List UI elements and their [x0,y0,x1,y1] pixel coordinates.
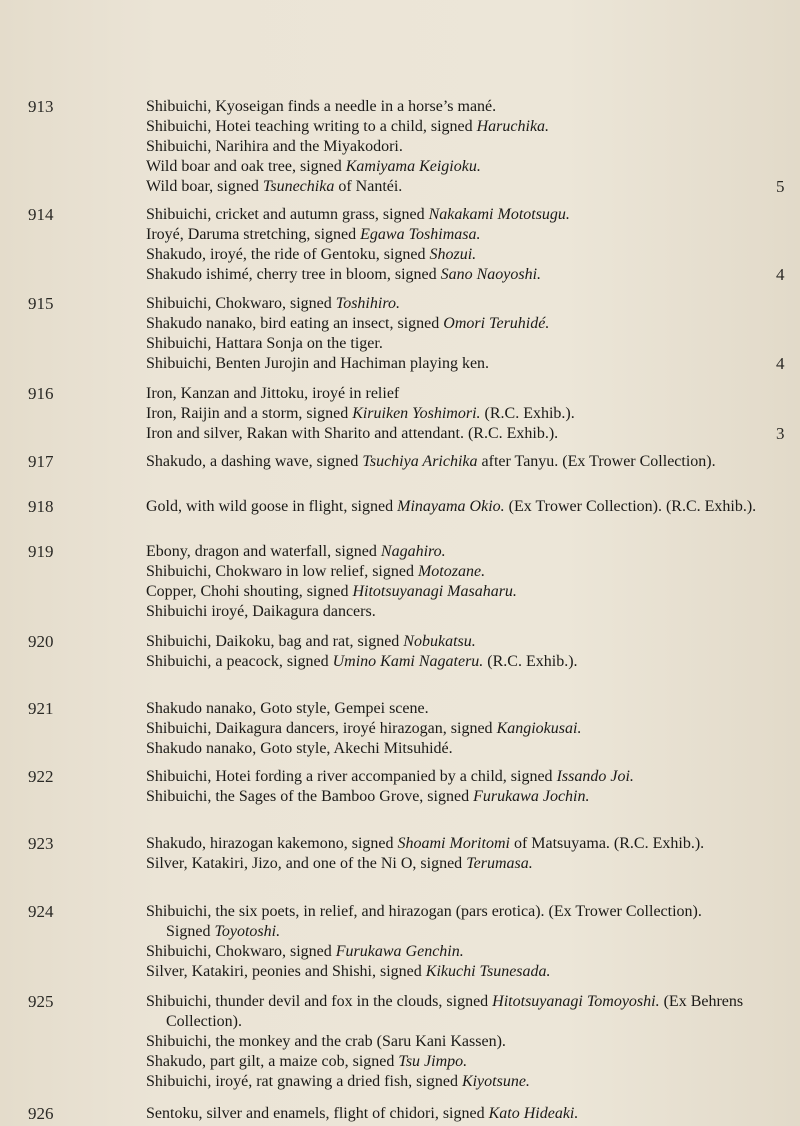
description-line [146,942,786,962]
lot-description [146,542,786,622]
description-line [146,1072,786,1092]
description-text: Shibuichi, the Sages of the Bamboo Grove, signed [146,788,474,805]
description-text: Gold, with wild goose in flight, signed [146,498,398,515]
description-text: Shibuichi, Daikoku, bag and rat, signed [146,633,404,650]
description-line [146,834,786,854]
description-line [146,652,786,672]
description-line [146,97,786,117]
description-text: Shakudo, iroyé, the ride of Gentoku, signed [146,246,430,263]
lot-number: 916 [28,384,54,403]
description-text: Shakudo, part gilt, a maize cob, signed [146,1053,399,1070]
description-text: (Ex Behrens [659,993,744,1010]
description-line [146,137,786,157]
description-line [146,334,786,354]
lot-description [146,97,786,197]
lot-number: 922 [28,767,54,786]
description-line [146,1012,786,1032]
description-line [146,992,786,1012]
description-line [146,582,786,602]
description-text: Shakudo, a dashing wave, signed [146,453,363,470]
lot-number: 925 [28,992,54,1011]
signature-name: Issando Joi. [556,768,634,785]
description-line [146,117,786,137]
lot-number: 921 [28,699,54,718]
description-line [146,245,786,265]
description-text: Ebony, dragon and waterfall, signed [146,543,381,560]
description-line [146,699,786,719]
description-line [146,739,786,759]
description-line [146,452,786,472]
description-text: Wild boar and oak tree, signed [146,158,346,175]
lot-number: 918 [28,497,54,516]
signature-name: Sano Naoyoshi. [440,266,542,283]
description-line [146,294,786,314]
signature-name: Nagahiro. [380,543,446,560]
description-text: Shibuichi, a peacock, signed [146,653,333,670]
description-text: Shakudo ishimé, cherry tree in bloom, signed [146,266,441,283]
lot-number: 926 [28,1104,54,1123]
signature-name: Omori Teruhidé. [443,315,550,332]
signature-name: Motozane. [417,563,486,580]
description-line [146,314,786,334]
description-line [146,157,786,177]
description-text: (Ex Trower Collection). (R.C. Exhib.). [504,498,757,515]
description-line [146,542,786,562]
description-text: Shibuichi, Kyoseigan finds a needle in a horse’s mané. [146,98,497,115]
lot-number: 915 [28,294,54,313]
description-text: Iron and silver, Rakan with Sharito and attendant. (R.C. Exhib.). [146,425,559,442]
lot-description [146,834,786,874]
description-text: Shibuichi, Hotei teaching writing to a child, signed [146,118,477,135]
description-text: Shibuichi, Daikagura dancers, iroyé hirazogan, signed [146,720,497,737]
lot-description [146,699,786,759]
lot-description [146,992,786,1092]
signature-name: Kikuchi Tsunesada. [425,963,551,980]
description-line [146,902,786,922]
signature-name: Kiruiken Yoshimori. [352,405,481,422]
piece-count: 4 [776,265,785,284]
description-text: Silver, Katakiri, peonies and Shishi, signed [146,963,426,980]
signature-name: Umino Kami Nagateru. [332,653,484,670]
description-line [146,602,786,622]
description-text: (R.C. Exhib.). [483,653,578,670]
signature-name: Kiyotsune. [461,1073,530,1090]
signature-name: Kamiyama Keigioku. [345,158,481,175]
signature-name: Minayama Okio. [397,498,505,515]
signature-name: Toyotoshi. [214,923,281,940]
description-text: of Nantéi. [334,178,403,195]
description-line [146,404,786,424]
lot-number: 923 [28,834,54,853]
lot-description [146,1104,786,1124]
description-line [146,562,786,582]
description-text: Silver, Katakiri, Jizo, and one of the Ni O, signed [146,855,467,872]
description-line [146,354,786,374]
description-text: Iron, Kanzan and Jittoku, iroyé in relief [146,385,400,402]
signature-name: Tsunechika [262,178,335,195]
description-text: Shibuichi, Benten Jurojin and Hachiman playing ken. [146,355,490,372]
signature-name: Shozui. [429,246,477,263]
description-text: Shibuichi, Narihira and the Miyakodori. [146,138,403,155]
description-text: Sentoku, silver and enamels, flight of chidori, signed [146,1105,489,1122]
description-line [146,854,786,874]
description-text: Iron, Raijin and a storm, signed [146,405,353,422]
description-line [146,1052,786,1072]
description-text: Shibuichi, Hattara Sonja on the tiger. [146,335,383,352]
lot-number: 924 [28,902,54,921]
description-text: Signed [166,923,215,940]
piece-count: 5 [776,177,785,196]
description-text: Shibuichi, iroyé, rat gnawing a dried fish, signed [146,1073,462,1090]
lot-description [146,902,786,982]
signature-name: Haruchika. [476,118,550,135]
description-text: Shibuichi, the monkey and the crab (Saru Kani Kassen). [146,1033,506,1050]
signature-name: Egawa Toshimasa. [360,226,481,243]
piece-count: 4 [776,354,785,373]
lot-description [146,767,786,807]
lot-description [146,294,786,374]
description-text: Shibuichi, the six poets, in relief, and hirazogan (pars erotica). (Ex Trower Collection). [146,903,702,920]
description-line [146,787,786,807]
description-text: Iroyé, Daruma stretching, signed [146,226,361,243]
description-line [146,962,786,982]
description-line [146,1104,786,1124]
description-line [146,719,786,739]
description-text: Shibuichi iroyé, Daikagura dancers. [146,603,376,620]
description-text: Wild boar, signed [146,178,263,195]
lot-description [146,384,786,444]
description-text: Copper, Chohi shouting, signed [146,583,353,600]
lot-number: 913 [28,97,54,116]
signature-name: Hitotsuyanagi Tomoyoshi. [492,993,660,1010]
signature-name: Kangiokusai. [496,720,582,737]
signature-name: Furukawa Jochin. [473,788,590,805]
description-line [146,265,786,285]
signature-name: Hitotsuyanagi Masaharu. [352,583,517,600]
description-line [146,205,786,225]
description-text: Shakudo nanako, Goto style, Gempei scene. [146,700,429,717]
description-text: Shibuichi, Hotei fording a river accompanied by a child, signed [146,768,557,785]
lot-number: 919 [28,542,54,561]
description-text: Shakudo nanako, Goto style, Akechi Mitsuhidé. [146,740,453,757]
description-line [146,922,786,942]
signature-name: Tsu Jimpo. [398,1053,468,1070]
lot-number: 920 [28,632,54,651]
description-line [146,424,786,444]
description-line [146,384,786,404]
signature-name: Toshihiro. [335,295,400,312]
description-text: Collection). [166,1013,242,1030]
description-text: Shibuichi, cricket and autumn grass, signed [146,206,429,223]
description-text: Shakudo nanako, bird eating an insect, signed [146,315,444,332]
lot-description [146,205,786,285]
signature-name: Terumasa. [466,855,533,872]
signature-name: Furukawa Genchin. [335,943,464,960]
lot-description [146,497,786,517]
description-line [146,225,786,245]
description-text: Shibuichi, Chokwaro, signed [146,295,336,312]
signature-name: Nakakami Mototsugu. [428,206,570,223]
description-line [146,632,786,652]
description-text: of Matsuyama. (R.C. Exhib.). [509,835,705,852]
lot-description [146,632,786,672]
signature-name: Nobukatsu. [403,633,476,650]
description-text: (R.C. Exhib.). [480,405,575,422]
description-text: Shakudo, hirazogan kakemono, signed [146,835,398,852]
description-text: after Tanyu. (Ex Trower Collection). [477,453,716,470]
signature-name: Tsuchiya Arichika [362,453,478,470]
description-line [146,177,786,197]
description-text: Shibuichi, Chokwaro in low relief, signed [146,563,418,580]
description-line [146,497,786,517]
lot-number: 917 [28,452,54,471]
signature-name: Kato Hideaki. [488,1105,579,1122]
signature-name: Shoami Moritomi [397,835,510,852]
description-text: Shibuichi, Chokwaro, signed [146,943,336,960]
description-line [146,767,786,787]
description-line [146,1032,786,1052]
lot-number: 914 [28,205,54,224]
lot-description [146,452,786,472]
piece-count: 3 [776,424,785,443]
description-text: Shibuichi, thunder devil and fox in the clouds, signed [146,993,493,1010]
